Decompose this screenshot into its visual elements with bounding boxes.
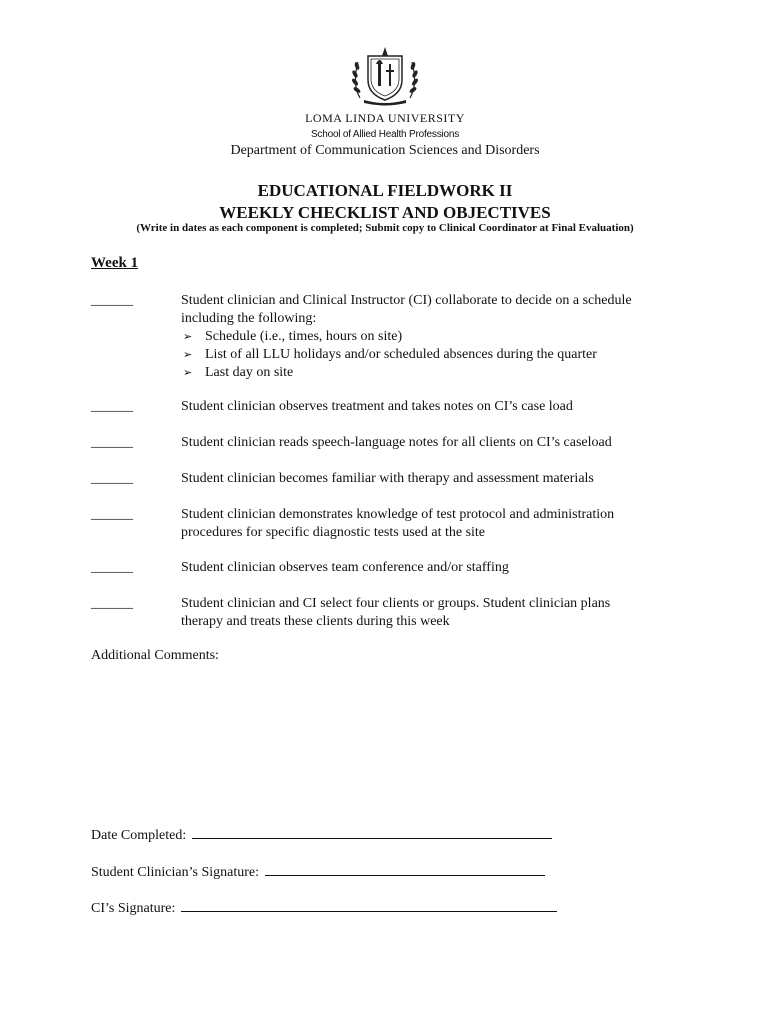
checklist-item-text xyxy=(181,559,691,577)
bullet-item: ➢ List of all LLU holidays and/or scheduled absences during the quarter xyxy=(183,347,597,362)
date-blank[interactable]: ______ xyxy=(91,471,133,486)
student-signature-row xyxy=(91,863,545,881)
checklist-item-text xyxy=(181,470,691,488)
university-name: LOMA LINDA UNIVERSITY xyxy=(305,111,465,125)
item-line: therapy and treats these clients during this week xyxy=(181,614,450,629)
arrow-bullet-icon: ➢ xyxy=(183,348,193,361)
checklist-item-text xyxy=(181,292,691,382)
document-subtitle: WEEKLY CHECKLIST AND OBJECTIVES xyxy=(219,203,551,222)
item-line: Student clinician and CI select four clients or groups. Student clinician plans xyxy=(181,596,611,611)
document-title: EDUCATIONAL FIELDWORK II xyxy=(257,181,513,200)
bullet-item: ➢ Last day on site xyxy=(183,365,294,380)
date-completed-field[interactable] xyxy=(192,826,552,839)
item-line: Student clinician observes team conference and/or staffing xyxy=(181,560,509,575)
date-blank[interactable]: ______ xyxy=(91,435,133,450)
ci-signature-row xyxy=(91,899,557,917)
date-blank[interactable]: ______ xyxy=(91,596,133,611)
checklist-item-text xyxy=(181,398,691,416)
additional-comments-label: Additional Comments: xyxy=(91,648,219,663)
item-line: Student clinician observes treatment and takes notes on CI’s case load xyxy=(181,399,573,414)
item-line: Student clinician becomes familiar with therapy and assessment materials xyxy=(181,471,594,486)
ci-signature-field[interactable] xyxy=(181,899,557,912)
ci-signature-label: CI’s Signature: xyxy=(91,901,176,916)
date-blank[interactable]: ______ xyxy=(91,293,133,308)
university-seal-logo xyxy=(346,44,424,106)
checklist-item-text xyxy=(181,595,691,631)
checklist-item-text xyxy=(181,506,691,542)
week-heading: Week 1 xyxy=(91,255,139,271)
arrow-bullet-icon: ➢ xyxy=(183,330,193,343)
student-signature-label: Student Clinician’s Signature: xyxy=(91,865,259,880)
date-blank[interactable]: ______ xyxy=(91,507,133,522)
item-line: Student clinician reads speech-language notes for all clients on CI’s caseload xyxy=(181,435,612,450)
instructions-text: (Write in dates as each component is completed; Submit copy to Clinical Coordinator at Final Evaluation) xyxy=(136,222,634,234)
department-name: Department of Communication Sciences and Disorders xyxy=(230,143,540,158)
date-completed-label: Date Completed: xyxy=(91,828,187,843)
item-line: procedures for specific diagnostic tests used at the site xyxy=(181,525,486,540)
bullet-item: ➢ Schedule (i.e., times, hours on site) xyxy=(183,329,403,344)
date-blank[interactable]: ______ xyxy=(91,560,133,575)
date-blank[interactable]: ______ xyxy=(91,399,133,414)
item-line: including the following: xyxy=(181,311,317,326)
student-signature-field[interactable] xyxy=(265,863,545,876)
item-line: Student clinician demonstrates knowledge of test protocol and administration xyxy=(181,507,615,522)
item-line: Student clinician and Clinical Instructor (CI) collaborate to decide on a schedule xyxy=(181,293,632,308)
school-name: School of Allied Health Professions xyxy=(310,129,460,140)
date-completed-row xyxy=(91,826,552,844)
arrow-bullet-icon: ➢ xyxy=(183,366,193,379)
checklist-item-text xyxy=(181,434,691,452)
